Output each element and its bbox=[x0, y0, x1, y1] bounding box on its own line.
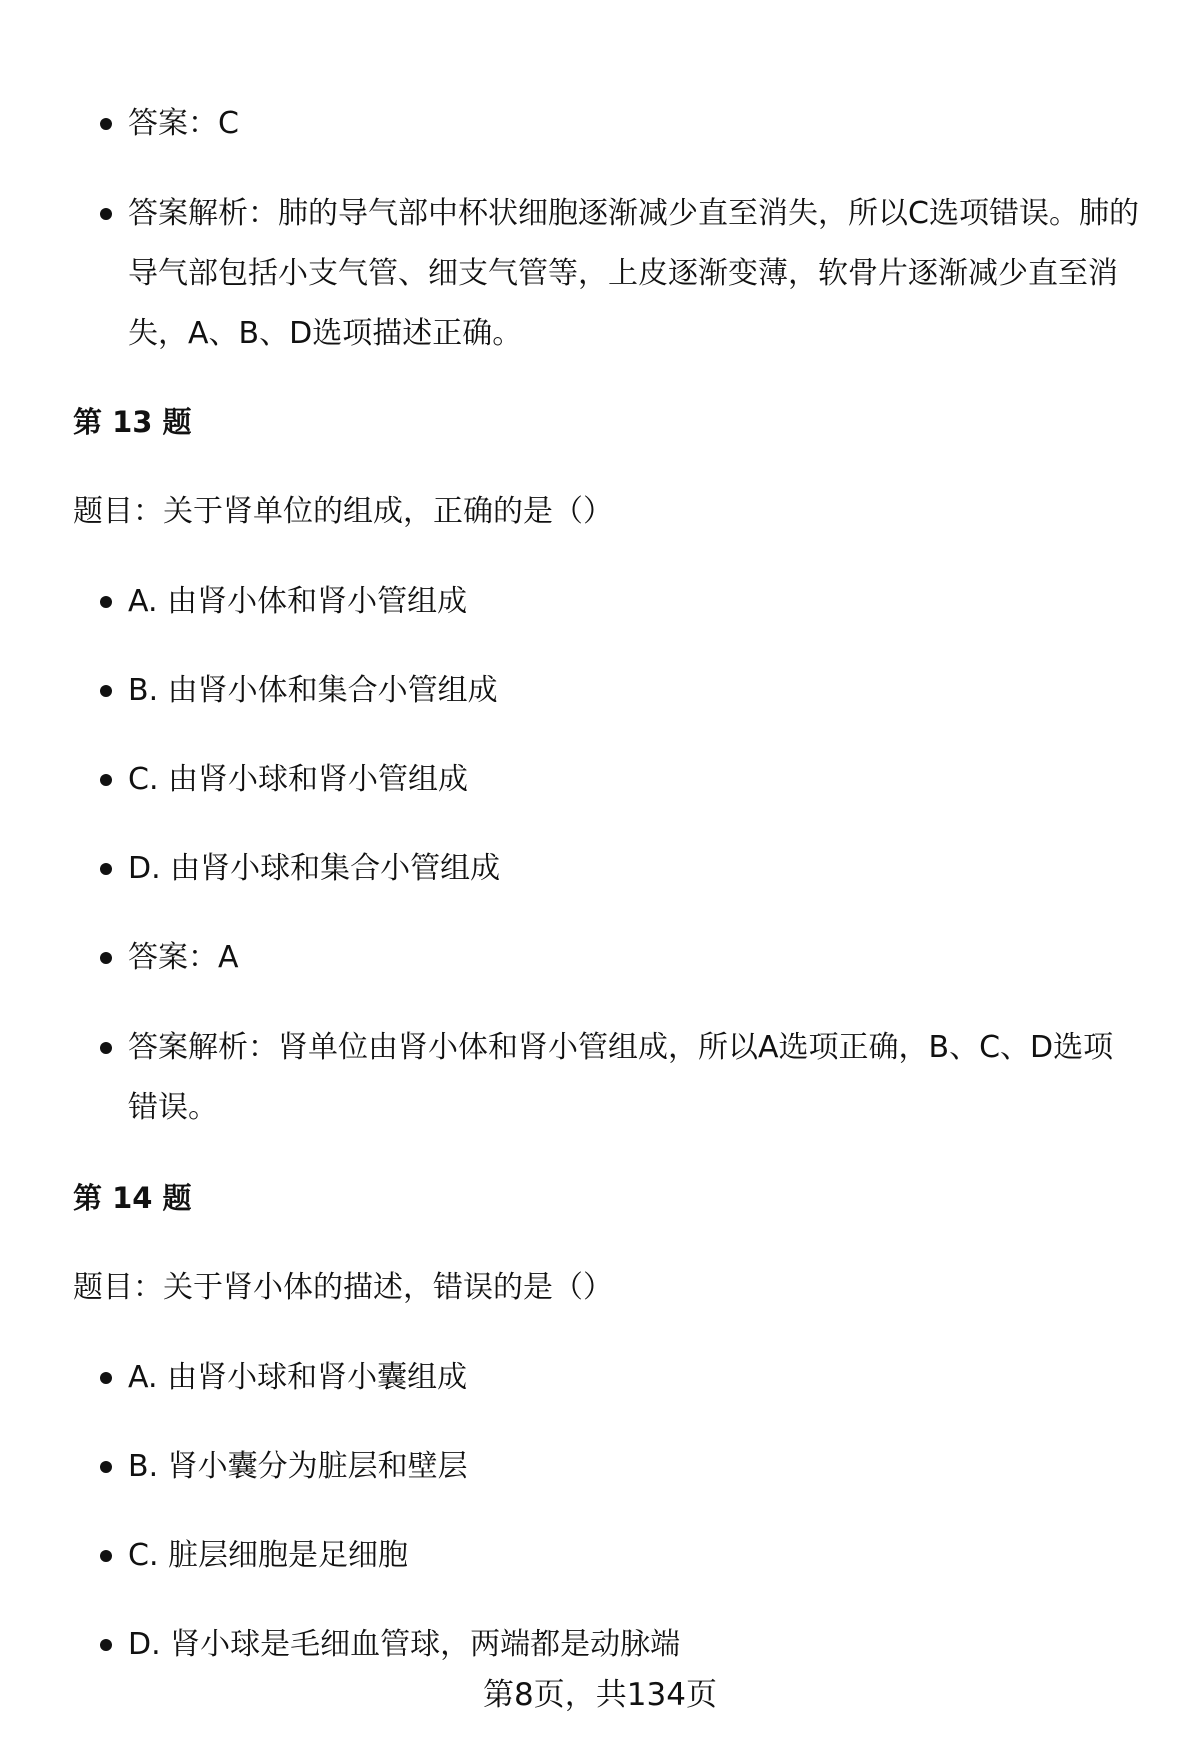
q14-option-c bbox=[100, 1526, 1140, 1586]
bullet-dot bbox=[100, 685, 112, 697]
q14-option-a bbox=[100, 1348, 1140, 1408]
q13-heading: 第 13 题 bbox=[73, 405, 192, 439]
bullet-dot bbox=[100, 774, 112, 786]
bullet-dot bbox=[100, 1550, 112, 1562]
bullet-dot bbox=[100, 1461, 112, 1473]
q13-analysis-item bbox=[100, 1018, 1140, 1138]
option-text: C. 脏层细胞是足细胞 bbox=[128, 1538, 409, 1573]
option-text: D. 肾小球是毛细血管球，两端都是动脉端 bbox=[128, 1627, 681, 1662]
bullet-dot bbox=[100, 596, 112, 608]
bullet-dot bbox=[100, 1639, 112, 1651]
q12-answer: 答案：C bbox=[128, 106, 239, 141]
q13-option-c bbox=[100, 750, 1140, 810]
q14-question: 题目：关于肾小体的描述，错误的是（） bbox=[73, 1270, 613, 1305]
option-text: A. 由肾小球和肾小囊组成 bbox=[128, 1360, 468, 1395]
q13-option-d bbox=[100, 839, 1140, 899]
q13-answer-item bbox=[100, 928, 1140, 988]
q13-option-a bbox=[100, 572, 1140, 632]
q14-heading: 第 14 题 bbox=[73, 1181, 192, 1215]
q13-analysis: 答案解析：肾单位由肾小体和肾小管组成，所以A选项正确，B、C、D选项错误。 bbox=[128, 1030, 1114, 1125]
bullet-dot bbox=[100, 952, 112, 964]
option-text: D. 由肾小球和集合小管组成 bbox=[128, 851, 501, 886]
q13-option-b bbox=[100, 661, 1140, 721]
option-text: A. 由肾小体和肾小管组成 bbox=[128, 584, 468, 619]
bullet-dot bbox=[100, 208, 112, 220]
q12-analysis: 答案解析：肺的导气部中杯状细胞逐渐减少直至消失，所以C选项错误。肺的导气部包括小支气管、细支气管等，上皮逐渐变薄，软骨片逐渐减少直至消失，A、B、D选项描述正确。 bbox=[128, 196, 1139, 351]
option-text: B. 由肾小体和集合小管组成 bbox=[128, 673, 498, 708]
q13-question: 题目：关于肾单位的组成，正确的是（） bbox=[73, 494, 613, 529]
q12-analysis-item bbox=[100, 184, 1140, 364]
bullet-dot bbox=[100, 1042, 112, 1054]
bullet-dot bbox=[100, 863, 112, 875]
page-number-footer: 第8页，共134页 bbox=[483, 1677, 717, 1713]
q13-answer: 答案：A bbox=[128, 940, 239, 975]
option-text: B. 肾小囊分为脏层和壁层 bbox=[128, 1449, 468, 1484]
option-text: C. 由肾小球和肾小管组成 bbox=[128, 762, 469, 797]
q14-option-b bbox=[100, 1437, 1140, 1497]
q12-answer-item bbox=[100, 94, 1140, 154]
q14-option-d bbox=[100, 1615, 1140, 1675]
bullet-dot bbox=[100, 1372, 112, 1384]
bullet-dot bbox=[100, 118, 112, 130]
